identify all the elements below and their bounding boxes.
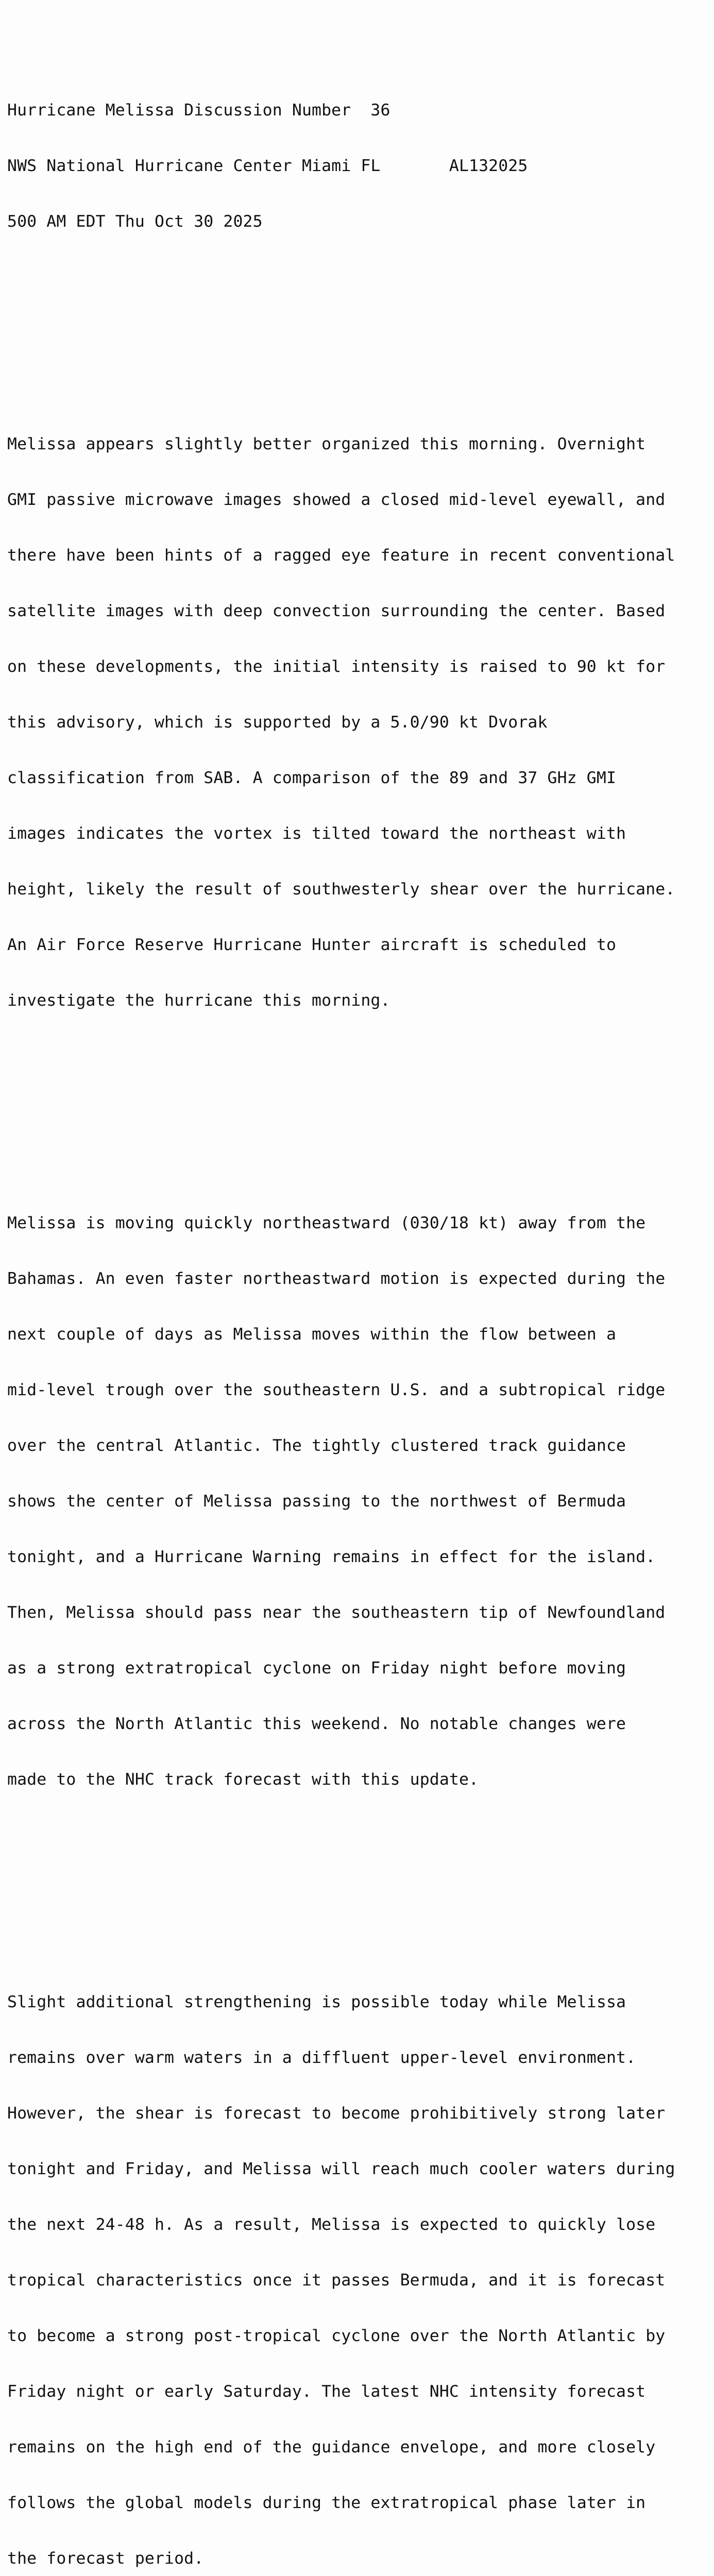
text-line: over the central Atlantic. The tightly clustered track guidance	[7, 1436, 626, 1455]
text-line: Friday night or early Saturday. The latest NHC intensity forecast	[7, 2382, 646, 2401]
text-line: follows the global models during the extratropical phase later in	[7, 2494, 646, 2512]
paragraph-strength-forecast	[7, 1956, 708, 2576]
text-line: satellite images with deep convection surrounding the center. Based	[7, 602, 666, 620]
text-line: the next 24-48 h. As a result, Melissa is expected to quickly lose	[7, 2215, 656, 2234]
paragraph-track	[7, 1177, 708, 1826]
text-line: shows the center of Melissa passing to the northwest of Bermuda	[7, 1492, 626, 1511]
text-line: images indicates the vortex is tilted toward the northeast with	[7, 824, 626, 843]
text-line: across the North Atlantic this weekend. No notable changes were	[7, 1715, 626, 1733]
text-line: tonight, and a Hurricane Warning remains in effect for the island.	[7, 1548, 656, 1566]
text-line: GMI passive microwave images showed a closed mid-level eyewall, and	[7, 490, 666, 509]
text-line: remains on the high end of the guidance envelope, and more closely	[7, 2438, 656, 2456]
text-line: there have been hints of a ragged eye feature in recent conventional	[7, 546, 675, 565]
blank-line	[7, 1103, 708, 1121]
text-line: next couple of days as Melissa moves within the flow between a	[7, 1325, 617, 1344]
text-line: as a strong extratropical cyclone on Friday night before moving	[7, 1659, 626, 1677]
text-line: Melissa is moving quickly northeastward (030/18 kt) away from the	[7, 1214, 646, 1232]
header-block	[7, 64, 708, 268]
discussion-document	[7, 8, 708, 2576]
text-line: remains over warm waters in a diffluent upper-level environment.	[7, 2048, 636, 2067]
issue-time: 500 AM EDT Thu Oct 30 2025	[7, 212, 263, 231]
text-line: Slight additional strengthening is possible today while Melissa	[7, 1993, 626, 2011]
blank-line	[7, 1882, 708, 1900]
text-line: However, the shear is forecast to become prohibitively strong later	[7, 2104, 666, 2123]
text-line: to become a strong post-tropical cyclone over the North Atlantic by	[7, 2327, 666, 2345]
discussion-title: Hurricane Melissa Discussion Number 36	[7, 101, 390, 120]
text-line: mid-level trough over the southeastern U.S. and a subtropical ridge	[7, 1381, 666, 1399]
text-line: height, likely the result of southwesterly shear over the hurricane.	[7, 880, 675, 899]
issuing-office: NWS National Hurricane Center Miami FL AL132025	[7, 157, 528, 175]
text-line: investigate the hurricane this morning.	[7, 991, 390, 1010]
blank-line	[7, 324, 708, 342]
text-line: the forecast period.	[7, 2549, 204, 2568]
paragraph-intensity	[7, 398, 708, 1047]
text-line: made to the NHC track forecast with this update.	[7, 1770, 479, 1789]
text-line: Melissa appears slightly better organized this morning. Overnight	[7, 435, 646, 453]
text-line: tropical characteristics once it passes Bermuda, and it is forecast	[7, 2271, 666, 2290]
text-line: Bahamas. An even faster northeastward motion is expected during the	[7, 1269, 666, 1288]
text-line: tonight and Friday, and Melissa will reach much cooler waters during	[7, 2160, 675, 2178]
text-line: classification from SAB. A comparison of the 89 and 37 GHz GMI	[7, 769, 617, 787]
text-line: on these developments, the initial intensity is raised to 90 kt for	[7, 657, 666, 676]
text-line: this advisory, which is supported by a 5.0/90 kt Dvorak	[7, 713, 548, 732]
text-line: Then, Melissa should pass near the southeastern tip of Newfoundland	[7, 1603, 666, 1622]
text-line: An Air Force Reserve Hurricane Hunter aircraft is scheduled to	[7, 936, 617, 954]
